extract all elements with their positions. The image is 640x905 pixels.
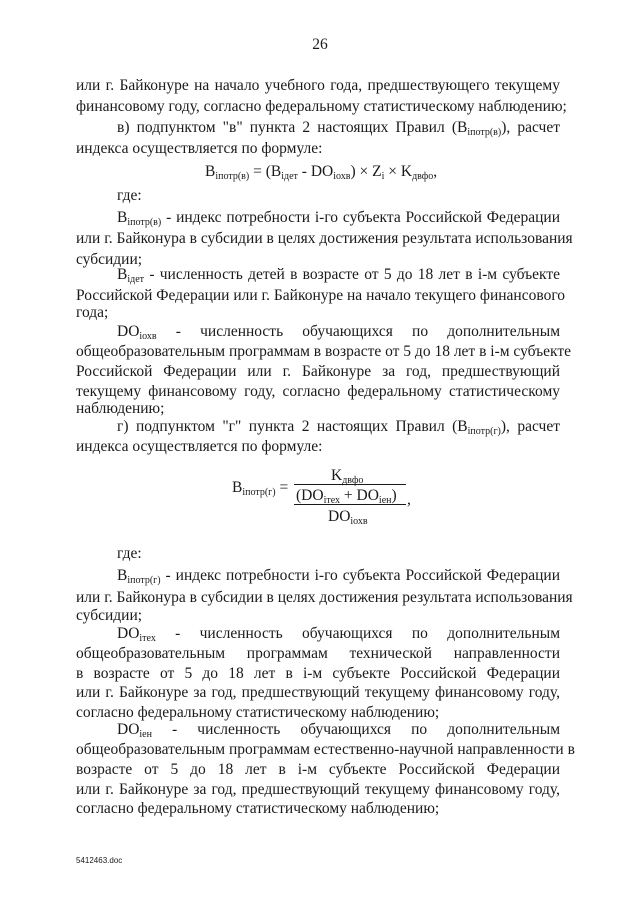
text-run: - численность обучающихся по дополнительным: [156, 323, 560, 340]
formula-text: + DO: [340, 487, 379, 504]
subscript: iен: [378, 495, 392, 506]
fraction-line: [294, 484, 406, 485]
subscript: iтех: [323, 495, 341, 506]
formula-1: [205, 162, 437, 187]
text-line: [117, 265, 560, 285]
text-line: общеобразовательным программам технической направленности: [76, 645, 560, 662]
text-run: B: [117, 266, 128, 283]
text-line: [117, 624, 560, 644]
formula-text: B: [232, 479, 243, 496]
formula-text: ,: [433, 163, 438, 180]
page-number: 26: [312, 36, 328, 53]
formula-text: ): [391, 487, 397, 504]
subscript: iдет: [281, 171, 298, 182]
text-line: наблюдению;: [76, 400, 165, 417]
formula-text: =: [275, 479, 289, 496]
text-run: DO: [117, 323, 140, 340]
subscript: iпотр(г): [242, 487, 276, 498]
text-line: или г. Байконуре за год, предшествующий текущему финансовому году,: [76, 781, 560, 798]
text-line: года;: [76, 304, 109, 321]
subscript: iпотр(г): [127, 575, 161, 586]
text-run: ), расчет: [500, 418, 561, 435]
text-run: DO: [117, 625, 140, 642]
formula-text: (DO: [296, 487, 324, 504]
formula-left: [232, 478, 288, 503]
text-run: - индекс потребности i-го субъекта Российской Федерации: [160, 567, 560, 584]
text-run: - численность обучающихся по дополнительным: [155, 625, 560, 642]
text-run: B: [117, 209, 128, 226]
text-line: общеобразовательным программам естественно-научной направленности в: [76, 741, 575, 758]
text-line: или г. Байконура в субсидии в целях достижения результата использования: [76, 230, 573, 247]
subscript: iпотр(в): [127, 217, 162, 228]
text-line: индекса осуществляется по формуле:: [76, 140, 323, 157]
text-line: общеобразовательным программам в возрасте от 5 до 18 лет в i-м субъекте: [76, 343, 572, 360]
subscript: iпотр(в): [467, 127, 502, 138]
subscript: iдет: [127, 274, 145, 285]
text-line: согласно федеральному статистическому наблюдению;: [76, 704, 440, 721]
text-line: [117, 208, 560, 228]
text-line: [117, 417, 560, 437]
text-run: DO: [117, 721, 140, 738]
text-line: индекса осуществляется по формуле:: [76, 438, 323, 455]
subscript: iтех: [139, 633, 156, 644]
text-line: где:: [117, 545, 142, 562]
text-line: [117, 118, 560, 138]
formula-text: ) × Z: [350, 163, 382, 180]
text-line: текущему финансовому году, согласно федеральному статистическому: [76, 383, 560, 400]
text-line: Российской Федерации или г. Байконуре за год, предшествующий: [76, 363, 560, 380]
formula-text: = (B: [249, 163, 282, 180]
fraction-lower: [328, 507, 368, 532]
subscript: iохв: [139, 331, 157, 342]
text-line: или г. Байконуре на начало учебного года, предшествующего текущему: [76, 77, 560, 94]
formula-text: K: [331, 467, 343, 484]
text-run: г) подпунктом "г" пункта 2 настоящих Правил (B: [117, 418, 468, 435]
text-run: - численность обучающихся по дополнительным: [151, 721, 560, 738]
text-line: или г. Байконура в субсидии в целях достижения результата использования: [76, 589, 573, 606]
text-line: в возрасте от 5 до 18 лет в i-м субъекте Российской Федерации: [76, 665, 560, 682]
fraction-line: [294, 504, 406, 505]
formula-text: DO: [328, 508, 351, 525]
text-line: или г. Байконуре за год, предшествующий текущему финансовому году,: [76, 684, 560, 701]
text-line: где:: [117, 187, 142, 204]
footer-filename: 5412463.doc: [76, 856, 123, 865]
text-run: - численность детей в возрасте от 5 до 18 лет в i-м субъекте: [144, 266, 560, 283]
text-line: Российской Федерации или г. Байконуре на начало текущего финансового: [76, 287, 566, 304]
formula-comma: ,: [407, 491, 411, 508]
subscript: iен: [139, 729, 152, 740]
text-run: B: [117, 567, 128, 584]
subscript: iохв: [333, 171, 351, 182]
subscript: двфо: [342, 475, 364, 486]
text-line: субсидии;: [76, 251, 143, 268]
text-line: субсидии;: [76, 607, 143, 624]
formula-text: B: [205, 163, 216, 180]
subscript: двфо: [412, 171, 434, 182]
subscript: i: [381, 171, 385, 182]
subscript: iпотр(г): [467, 426, 501, 437]
text-run: - индекс потребности i-го субъекта Российской Федерации: [161, 209, 560, 226]
text-line: финансовому году, согласно федеральному статистическому наблюдению;: [76, 98, 567, 115]
text-line: возрасте от 5 до 18 лет в i-м субъекте Российской Федерации: [76, 761, 560, 778]
formula-text: - DO: [297, 163, 334, 180]
subscript: iохв: [350, 516, 368, 527]
text-line: [117, 566, 560, 586]
text-line: [117, 322, 560, 342]
text-run: ), расчет: [501, 119, 560, 136]
formula-text: × K: [384, 163, 413, 180]
subscript: iпотр(в): [215, 171, 250, 182]
text-line: [117, 720, 560, 740]
text-line: согласно федеральному статистическому наблюдению;: [76, 800, 440, 817]
text-run: в) подпунктом "в" пункта 2 настоящих Правил (B: [117, 119, 468, 136]
